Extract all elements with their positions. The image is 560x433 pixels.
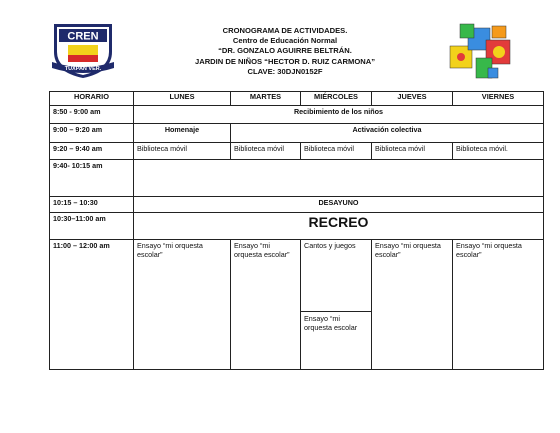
activity-cell: Biblioteca móvil [372, 143, 453, 160]
table-row [50, 160, 544, 197]
svg-text:TUXPAN VER.: TUXPAN VER. [64, 66, 102, 72]
col-header-horario: HORARIO [50, 92, 134, 106]
schedule-table [49, 91, 544, 370]
activity-cell-split [301, 240, 372, 370]
activity-cell [134, 160, 544, 197]
activity-cell: RECREO [134, 213, 544, 240]
header-title-block [150, 26, 420, 77]
document-header [0, 0, 560, 90]
activity-cell: Recibimiento de los niños [134, 106, 544, 124]
col-header-jueves: JUEVES [372, 92, 453, 106]
header-line-kindergarten: JARDIN DE NIÑOS “HECTOR D. RUIZ CARMONA” [194, 56, 375, 66]
activity-text: Ensayo “mi orquesta escolar [304, 314, 358, 333]
cren-logo-icon [48, 18, 118, 80]
header-line-code: CLAVE: 30DJN0152F [247, 66, 323, 76]
activity-cell: Biblioteca móvil. [453, 143, 544, 160]
time-cell: 9:00 – 9:20 am [50, 124, 134, 143]
col-header-viernes: VIERNES [453, 92, 544, 106]
table-row [50, 143, 544, 160]
activity-cell: Ensayo “mi orquesta escolar” [453, 240, 544, 370]
activity-text: Cantos y juegos [304, 241, 356, 250]
activity-cell: Biblioteca móvil [231, 143, 301, 160]
activity-cell: Ensayo “mi orquesta escolar” [372, 240, 453, 370]
time-cell: 9:20 – 9:40 am [50, 143, 134, 160]
time-cell: 9:40- 10:15 am [50, 160, 134, 197]
activity-cell: Ensayo “mi orquesta escolar” [134, 240, 231, 370]
header-line-institution-name: “DR. GONZALO AGUIRRE BELTRÁN. [218, 46, 352, 56]
activity-cell: Biblioteca móvil [134, 143, 231, 160]
table-row [50, 106, 544, 124]
time-cell: 11:00 – 12:00 am [50, 240, 134, 370]
activity-cell: DESAYUNO [134, 197, 544, 213]
col-header-miercoles: MIÉRCOLES [301, 92, 372, 106]
header-line-institution: Centro de Educación Normal [232, 36, 338, 46]
table-row [50, 197, 544, 213]
activity-cell: Activación colectiva [231, 124, 544, 143]
col-header-lunes: LUNES [134, 92, 231, 106]
activity-cell: Biblioteca móvil [301, 143, 372, 160]
toy-blocks-icon [448, 20, 520, 86]
header-line-title: CRONOGRAMA DE ACTIVIDADES. [222, 26, 348, 35]
table-header-row [50, 92, 544, 106]
activity-cell: Homenaje [134, 124, 231, 143]
svg-text:CREN: CREN [67, 30, 99, 43]
activity-cell: Ensayo “mi orquesta escolar” [231, 240, 301, 370]
time-cell: 10:15 – 10:30 [50, 197, 134, 213]
table-row [50, 240, 544, 370]
time-cell: 10:30–11:00 am [50, 213, 134, 240]
table-row [50, 213, 544, 240]
cell-divider [301, 311, 371, 312]
col-header-martes: MARTES [231, 92, 301, 106]
time-cell: 8:50 - 9:00 am [50, 106, 134, 124]
table-row [50, 124, 544, 143]
